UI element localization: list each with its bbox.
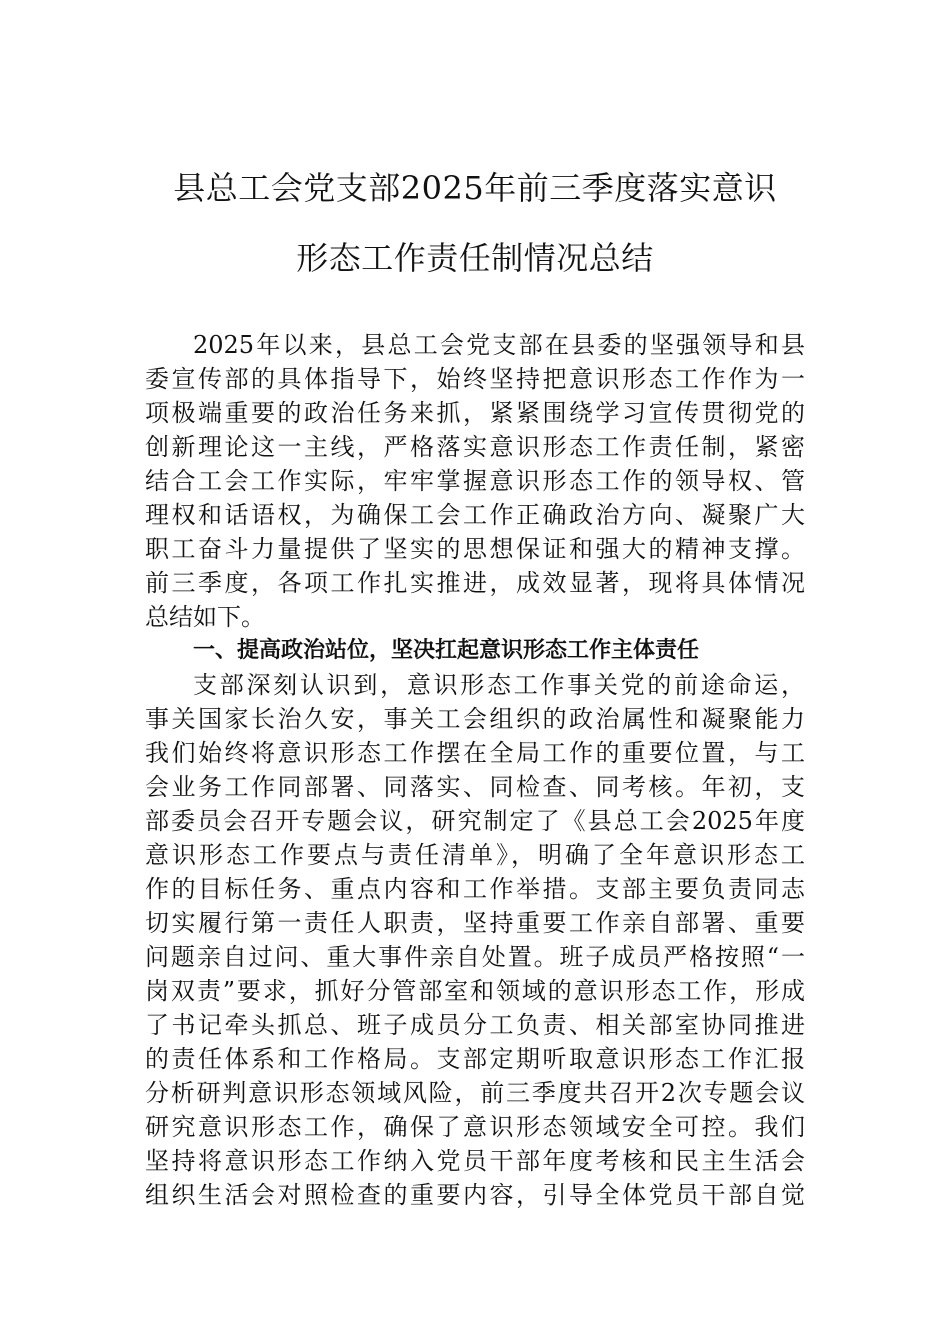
- paragraph-line: 部委员会召开专题会议，研究制定了《县总工会2025年度: [145, 807, 805, 835]
- document-title-line-1: 县总工会党支部2025年前三季度落实意识: [173, 169, 777, 207]
- paragraph-line: 职工奋斗力量提供了坚实的思想保证和强大的精神支撑。: [145, 535, 805, 563]
- document-title-line-2: 形态工作责任制情况总结: [296, 239, 654, 277]
- paragraph-line: 支部深刻认识到，意识形态工作事关党的前途命运，: [193, 671, 805, 699]
- paragraph-line: 会业务工作同部署、同落实、同检查、同考核。年初，支: [145, 773, 805, 801]
- paragraph-line: 项极端重要的政治任务来抓，紧紧围绕学习宣传贯彻党的: [145, 399, 805, 427]
- paragraph-line: 前三季度，各项工作扎实推进，成效显著，现将具体情况: [145, 569, 805, 597]
- document-body: [145, 328, 805, 1212]
- section-heading: 一、提高政治站位，坚决扛起意识形态工作主体责任: [193, 638, 700, 663]
- paragraph-line: 事关国家长治久安，事关工会组织的政治属性和凝聚能力: [145, 705, 805, 733]
- paragraph-line: 坚持将意识形态工作纳入党员干部年度考核和民主生活会: [145, 1147, 805, 1175]
- paragraph-line: 创新理论这一主线，严格落实意识形态工作责任制，紧密: [145, 433, 805, 461]
- paragraph-line: 的责任体系和工作格局。支部定期听取意识形态工作汇报: [145, 1045, 805, 1073]
- paragraph-line: 2025年以来，县总工会党支部在县委的坚强领导和县: [193, 331, 805, 359]
- paragraph-line: 切实履行第一责任人职责，坚持重要工作亲自部署、重要: [145, 909, 805, 937]
- paragraph-line: 组织生活会对照检查的重要内容，引导全体党员干部自觉: [145, 1181, 805, 1209]
- paragraph-line: 总结如下。: [145, 603, 265, 631]
- paragraph-line: 意识形态工作要点与责任清单》，明确了全年意识形态工: [145, 841, 805, 869]
- paragraph-line: 岗双责”要求，抓好分管部室和领域的意识形态工作，形成: [145, 977, 805, 1005]
- paragraph-line: 分析研判意识形态领域风险，前三季度共召开2次专题会议: [145, 1079, 805, 1107]
- paragraph-line: 我们始终将意识形态工作摆在全局工作的重要位置，与工: [145, 739, 805, 767]
- paragraph-line: 理权和话语权，为确保工会工作正确政治方向、凝聚广大: [145, 501, 805, 529]
- paragraph-line: 问题亲自过问、重大事件亲自处置。班子成员严格按照“一: [145, 943, 805, 971]
- paragraph-line: 研究意识形态工作，确保了意识形态领域安全可控。我们: [145, 1113, 805, 1141]
- paragraph-line: 了书记牵头抓总、班子成员分工负责、相关部室协同推进: [145, 1011, 805, 1039]
- paragraph-line: 作的目标任务、重点内容和工作举措。支部主要负责同志: [145, 875, 805, 903]
- paragraph-line: 结合工会工作实际，牢牢掌握意识形态工作的领导权、管: [145, 467, 805, 495]
- paragraph-line: 委宣传部的具体指导下，始终坚持把意识形态工作作为一: [145, 365, 805, 393]
